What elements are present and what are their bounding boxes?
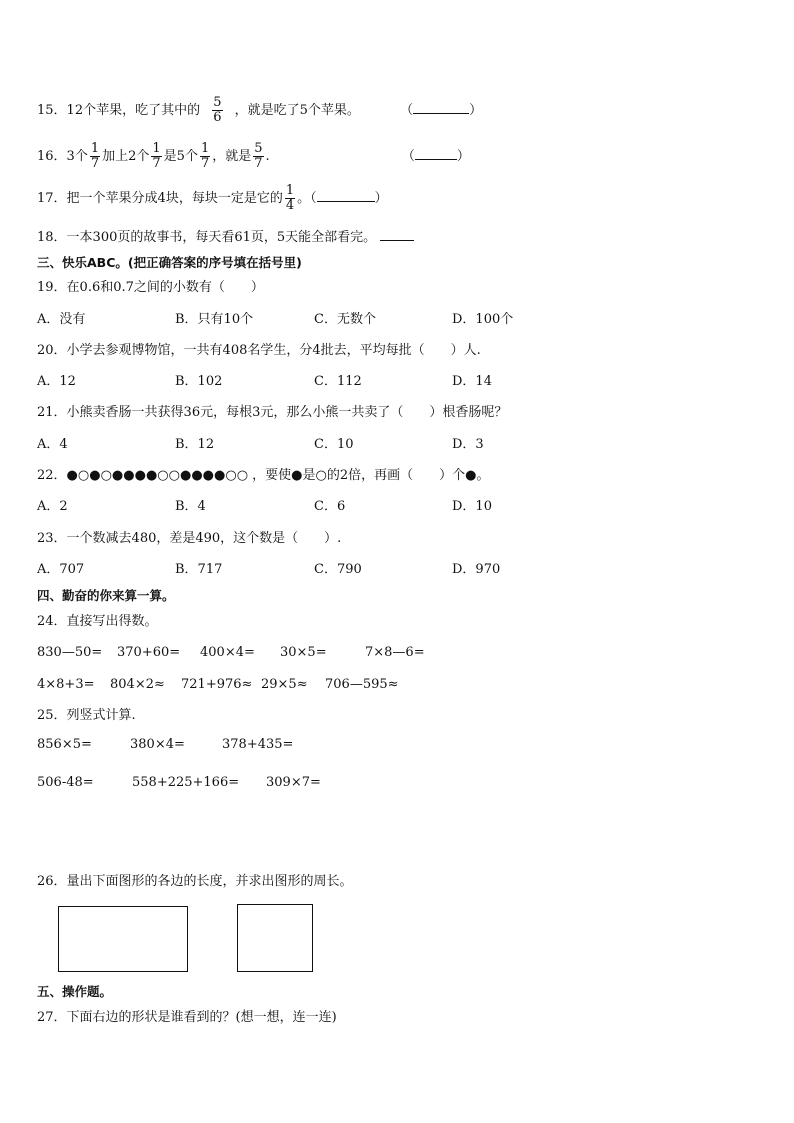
- section-5-heading: 五、操作题。: [37, 984, 113, 999]
- q20-option-d[interactable]: D．14: [452, 374, 492, 389]
- question-20-stem: 20．小学去参观博物馆，一共有408名学生，分4批去，平均每批（ ）人.: [37, 343, 481, 358]
- question-16: [37, 142, 470, 171]
- q17-text-pre: 17．把一个苹果分成4块，每块一定是它的: [37, 191, 283, 206]
- q20-option-b[interactable]: B．102: [175, 374, 223, 389]
- q25-item: 558+225+166=: [132, 775, 240, 790]
- q25-item: 378+435=: [222, 737, 294, 752]
- q24-item: 721+976≈: [181, 677, 253, 692]
- q15-text-pre: 15．12个苹果，吃了其中的: [37, 103, 201, 118]
- q16-fraction-1: $\frac{1}{7}$: [90, 141, 100, 171]
- q19-option-b[interactable]: B．只有10个: [175, 312, 254, 327]
- q20-option-a[interactable]: A．12: [37, 374, 76, 389]
- q23-option-b[interactable]: B．717: [175, 562, 223, 577]
- q24-item: 706—595≈: [325, 677, 399, 692]
- q15-fraction: $\frac{5}{6}$: [213, 95, 222, 125]
- question-15: [37, 96, 482, 125]
- q18-text: 18．一本300页的故事书，每天看61页，5天能全部看完。: [37, 230, 377, 245]
- q22-option-a[interactable]: A．2: [37, 499, 68, 514]
- section-4-heading: 四、勤奋的你来算一算。: [37, 588, 175, 603]
- question-22-stem: 22．●○●○●●●●○○●●●●○○ ，要使●是○的2倍，再画（ ）个●。: [37, 468, 490, 483]
- q16-text-c: 是5个: [163, 149, 198, 164]
- q24-item: 830—50=: [37, 645, 103, 660]
- rectangle-figure: [58, 906, 188, 972]
- q19-option-a[interactable]: A．没有: [37, 312, 86, 327]
- q16-paren-close: ）: [456, 149, 470, 164]
- q23-option-a[interactable]: A．707: [37, 562, 85, 577]
- question-18: [37, 228, 414, 248]
- q24-item: 400×4=: [200, 645, 255, 660]
- q22-option-b[interactable]: B．4: [175, 499, 206, 514]
- question-23-stem: 23．一个数减去480，差是490，这个数是（ ）.: [37, 531, 342, 546]
- q15-paren-close: ）: [469, 103, 483, 118]
- q24-item: 7×8—6=: [365, 645, 425, 660]
- q21-option-a[interactable]: A．4: [37, 437, 68, 452]
- q24-item: 4×8+3=: [37, 677, 95, 692]
- q24-item: 370+60=: [117, 645, 181, 660]
- question-25-stem: 25．列竖式计算.: [37, 708, 136, 723]
- q16-answer-blank[interactable]: [415, 147, 457, 160]
- q16-text-e: .: [265, 149, 270, 164]
- q19-option-d[interactable]: D．100个: [452, 312, 514, 327]
- square-figure: [237, 904, 313, 972]
- question-27-stem: 27．下面右边的形状是谁看到的？(想一想，连一连): [37, 1010, 337, 1025]
- q22-option-d[interactable]: D．10: [452, 499, 492, 514]
- q25-item: 309×7=: [266, 775, 321, 790]
- q25-item: 380×4=: [130, 737, 185, 752]
- q25-item: 856×5=: [37, 737, 92, 752]
- q17-paren-close: ）: [374, 191, 388, 206]
- q23-option-d[interactable]: D．970: [452, 562, 501, 577]
- section-3-heading: 三、快乐ABC。(把正确答案的序号填在括号里): [37, 255, 302, 270]
- q20-option-c[interactable]: C．112: [314, 374, 362, 389]
- question-21-stem: 21．小熊卖香肠一共获得36元，每根3元，那么小熊一共卖了（ ）根香肠呢？: [37, 405, 508, 420]
- q23-option-c[interactable]: C．790: [314, 562, 362, 577]
- q17-answer-blank[interactable]: [317, 189, 375, 202]
- q16-text-d: ，就是: [212, 149, 252, 164]
- q24-item: 29×5≈: [261, 677, 308, 692]
- q17-fraction: $\frac{1}{4}$: [285, 183, 295, 213]
- q21-option-b[interactable]: B．12: [175, 437, 215, 452]
- q25-item: 506-48=: [37, 775, 94, 790]
- q18-answer-blank[interactable]: [380, 228, 414, 241]
- q16-text-a: 16．3个: [37, 149, 88, 164]
- q15-text-post: ，就是吃了5个苹果。: [234, 103, 360, 118]
- question-26-stem: 26．量出下面图形的各边的长度，并求出图形的周长。: [37, 874, 353, 889]
- q24-item: 804×2≈: [110, 677, 165, 692]
- q22-option-c[interactable]: C．6: [314, 499, 346, 514]
- q15-paren-open: （: [400, 103, 414, 118]
- q15-answer-blank[interactable]: [413, 101, 469, 114]
- q21-option-c[interactable]: C．10: [314, 437, 354, 452]
- q24-item: 30×5=: [280, 645, 327, 660]
- question-19-stem: 19．在0.6和0.7之间的小数有（ ）: [37, 280, 264, 295]
- question-17: [37, 184, 388, 213]
- q19-option-c[interactable]: C．无数个: [314, 312, 376, 327]
- q21-option-d[interactable]: D．3: [452, 437, 484, 452]
- question-24-stem: 24．直接写出得数。: [37, 614, 158, 629]
- q17-text-post: 。（: [297, 191, 317, 206]
- q16-fraction-2: $\frac{1}{7}$: [152, 141, 161, 171]
- q16-paren-open: （: [401, 149, 415, 164]
- q16-fraction-3: $\frac{1}{7}$: [200, 141, 210, 171]
- q16-text-b: 加上2个: [102, 149, 150, 164]
- q16-fraction-4: $\frac{5}{7}$: [254, 141, 263, 171]
